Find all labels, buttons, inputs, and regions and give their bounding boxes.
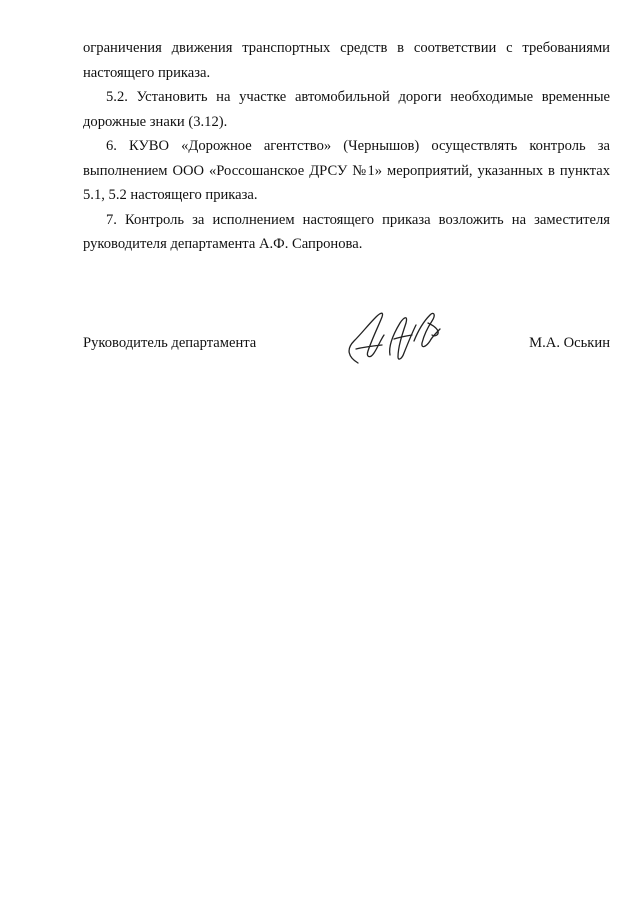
paragraph-5-2: 5.2. Установить на участке автомобильной дороги необходимые временные дорожные знаки (3.12). [83, 89, 610, 130]
signatory-name: М.А. Оськин [529, 335, 610, 351]
paragraph-7: 7. Контроль за исполнением настоящего приказа возложить на заместителя руководителя департамента А.Ф. Сапронова. [83, 211, 610, 252]
signatory-position: Руководитель департамента [83, 335, 257, 351]
paragraph-6: 6. КУВО «Дорожное агентство» (Чернышов) осуществлять контроль за выполнением ООО «Россошанское ДРСУ №1» мероприятий, указанных в пунктах 5.1, 5.2 настоящего приказа. [83, 138, 610, 203]
handwritten-signature [338, 305, 448, 367]
document-body [83, 36, 610, 257]
paragraph-continuation: ограничения движения транспортных средств в соответствии с требованиями настоящего приказа. [83, 40, 610, 81]
